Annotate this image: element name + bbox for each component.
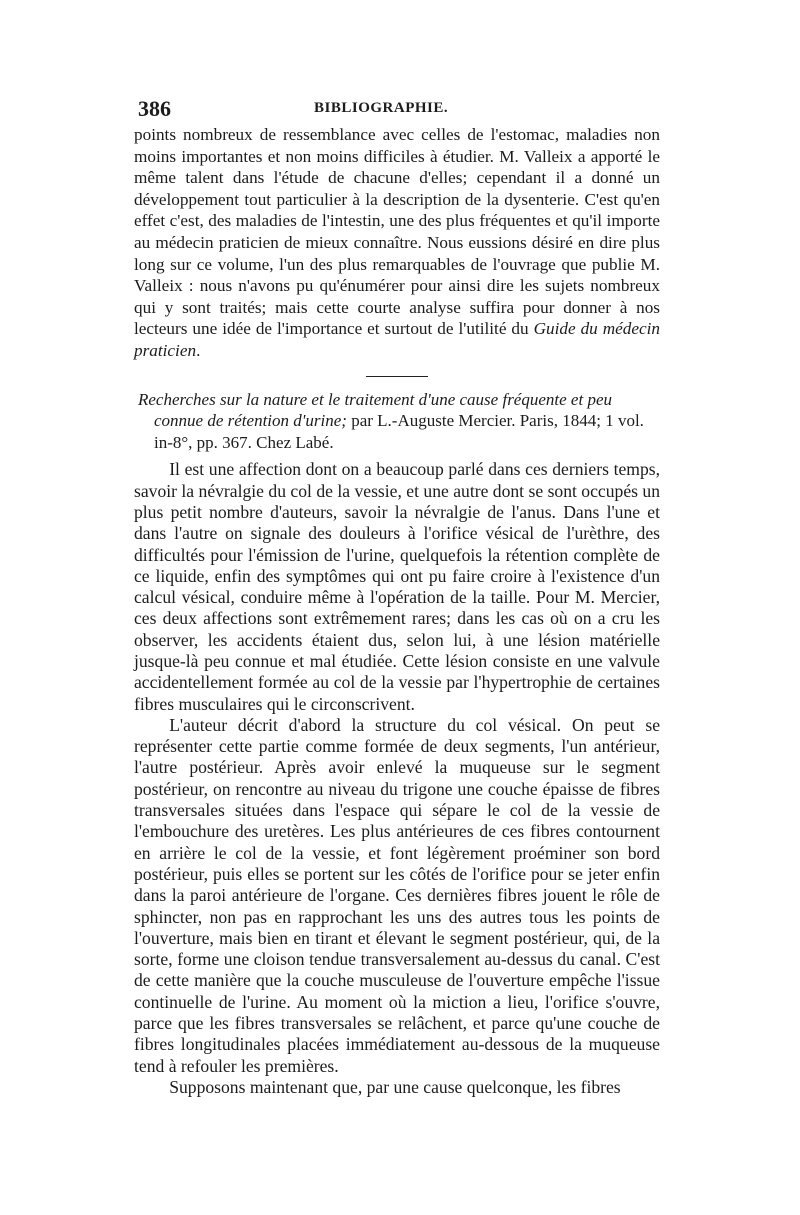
running-head: BIBLIOGRAPHIE. <box>314 100 449 116</box>
review-valleix-paragraph <box>134 124 660 362</box>
bibliography-publication: par L.-Auguste Mercier. Paris, 1844; 1 vol. in-8°, pp. 367. Chez Labé. <box>154 411 644 452</box>
review-valleix-text: points nombreux de ressemblance avec celles de l'estomac, maladies non moins importantes et non moins difficiles à étudier. M. Valleix a apporté le même talent dans l'étude de chacune d'elles; cependant il a donné un développement tout particulier à la description de la dysenterie. C'est qu'en effet c'est, des maladies de l'intestin, une des plus fréquentes et qu'il importe au médecin praticien de mieux connaître. Nous eussions désiré en dire plus long sur ce volume, l'un des plus remarquables de l'ouvrage que publie M. Valleix : nous n'avons pu qu'énumérer pour ainsi dire les sujets nombreux qui y sont traités; mais cette courte analyse suffira pour donner à nos lecteurs une idée de l'importance et surtout de l'utilité du <box>134 125 660 339</box>
review-mercier <box>134 459 660 1098</box>
review-valleix <box>134 124 660 362</box>
bibliography-title: Recherches sur la nature et le traitement d'une cause fréquente et peu connue de rétention d'urine; <box>138 389 612 431</box>
review-mercier-paragraph-2: L'auteur décrit d'abord la structure du col vésical. On peut se représenter cette partie comme formée de deux segments, l'un antérieur, l'autre postérieur. Après avoir enlevé la muqueuse sur le segment postérieur, on rencontre au niveau du trigone une couche épaisse de fibres transversales situées dans l'espace qui sépare le col de la vessie de l'embouchure des uretères. Les plus antérieures de ces fibres contournent en arrière le col de la vessie, et font légèrement proéminer son bord postérieur, puis elles se portent sur les côtés de l'orifice pour se jeter enfin dans la paroi antérieure de l'organe. Ces dernières fibres jouent le rôle de sphincter, non pas en rapprochant les uns des autres tous les points de l'ouverture, mais bien en tirant et élevant le segment postérieur, qui, de la sorte, forme une cloison tendue transversalement au-dessus du canal. C'est de cette manière que la couche musculeuse de l'ouverture empêche l'issue continuelle de l'urine. Au moment où la miction a lieu, l'orifice s'ouvre, parce que les fibres transversales se relâchent, et parce qu'une couche de fibres longitudinales placées immédiatement au-dessous de la muqueuse tend à refouler les premières. <box>134 714 660 1076</box>
review-valleix-end: . <box>196 340 201 360</box>
book-page <box>134 96 660 1096</box>
page-header <box>134 96 660 124</box>
guide-title: Guide du médecin praticien <box>134 319 660 360</box>
review-mercier-paragraph-3: Supposons maintenant que, par une cause quelconque, les fibres <box>169 1076 621 1097</box>
review-mercier-paragraph-1: Il est une affection dont on a beaucoup parlé dans ces derniers temps, savoir la névralgie du col de la vessie, et une autre dont se sont occupés un plus petit nombre d'auteurs, savoir la névralgie de l'anus. Dans l'une et dans l'autre on signale des douleurs à l'orifice vésical de l'urèthre, des difficultés pour l'émission de l'urine, quelquefois la rétention complète de ce liquide, enfin des symptômes qui ont pu faire croire à l'existence d'un calcul vésical, conduire même à l'opération de la taille. Pour M. Mercier, ces deux affections sont extrêmement rares; dans les cas où on a cru les observer, les accidents étaient dus, selon lui, à une lésion matérielle jusque-là peu connue et mal étudiée. Cette lésion consiste en une valvule accidentellement formée au col de la vessie par l'hypertrophie de certaines fibres musculaires qui le circonscrivent. <box>134 459 660 714</box>
bibliography-entry <box>134 389 660 454</box>
section-separator <box>366 376 428 377</box>
page-number: 386 <box>138 96 171 121</box>
